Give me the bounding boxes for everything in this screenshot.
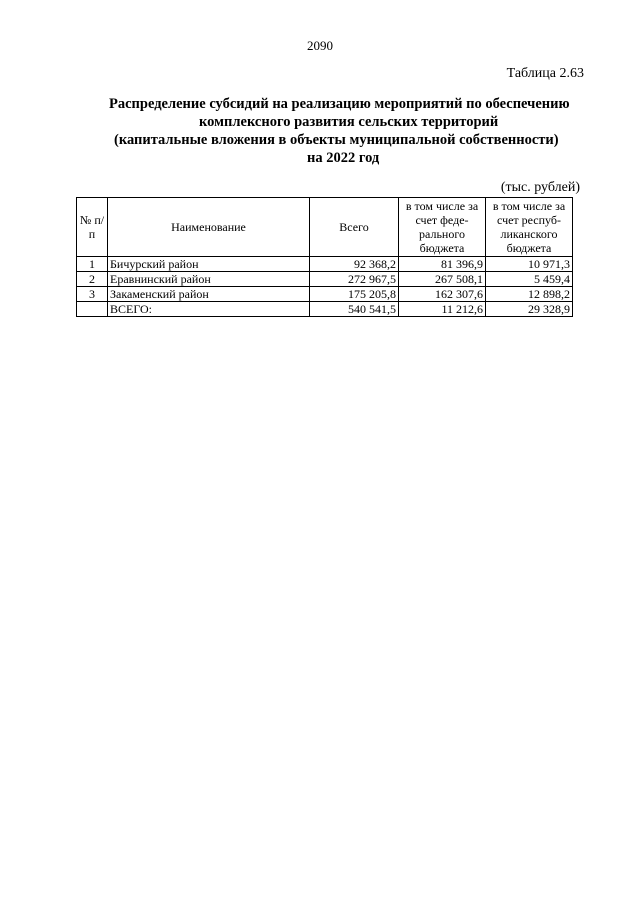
document-title <box>60 95 640 167</box>
row-name: Еравнинский район <box>108 272 310 287</box>
table-header-row <box>77 198 573 257</box>
row-total: 92 368,2 <box>310 257 399 272</box>
row-number <box>77 302 108 317</box>
header-total: Всего <box>310 198 399 257</box>
header-number: № п/п <box>77 198 108 257</box>
subsidy-table <box>76 197 573 317</box>
row-republic: 12 898,2 <box>486 287 573 302</box>
row-number: 2 <box>77 272 108 287</box>
table-total-row <box>77 302 573 317</box>
units-label: (тыс. рублей) <box>500 180 580 195</box>
row-republic: 10 971,3 <box>486 257 573 272</box>
row-name: Бичурский район <box>108 257 310 272</box>
row-republic: 29 328,9 <box>486 302 573 317</box>
row-name: Закаменский район <box>108 287 310 302</box>
row-total: 175 205,8 <box>310 287 399 302</box>
header-name: Наименование <box>108 198 310 257</box>
table-row <box>77 272 573 287</box>
table-row <box>77 287 573 302</box>
row-total: 540 541,5 <box>310 302 399 317</box>
title-line-4: на 2022 год <box>307 150 380 166</box>
row-federal: 162 307,6 <box>399 287 486 302</box>
row-republic: 5 459,4 <box>486 272 573 287</box>
table-row <box>77 257 573 272</box>
row-name: ВСЕГО: <box>108 302 310 317</box>
row-federal: 267 508,1 <box>399 272 486 287</box>
header-federal: в том числе за счет феде-рального бюджета <box>399 198 486 257</box>
title-line-1: Распределение субсидий на реализацию мероприятий по обеспечению <box>109 96 570 112</box>
title-line-2: комплексного развития сельских территорий <box>199 114 499 130</box>
row-number: 3 <box>77 287 108 302</box>
table-number: Таблица 2.63 <box>506 66 584 81</box>
header-republic: в том числе за счет респуб-ликанского бюджета <box>486 198 573 257</box>
row-federal: 11 212,6 <box>399 302 486 317</box>
row-number: 1 <box>77 257 108 272</box>
page-number: 2090 <box>307 38 333 53</box>
row-total: 272 967,5 <box>310 272 399 287</box>
row-federal: 81 396,9 <box>399 257 486 272</box>
title-line-3: (капитальные вложения в объекты муниципальной собственности) <box>114 132 559 148</box>
